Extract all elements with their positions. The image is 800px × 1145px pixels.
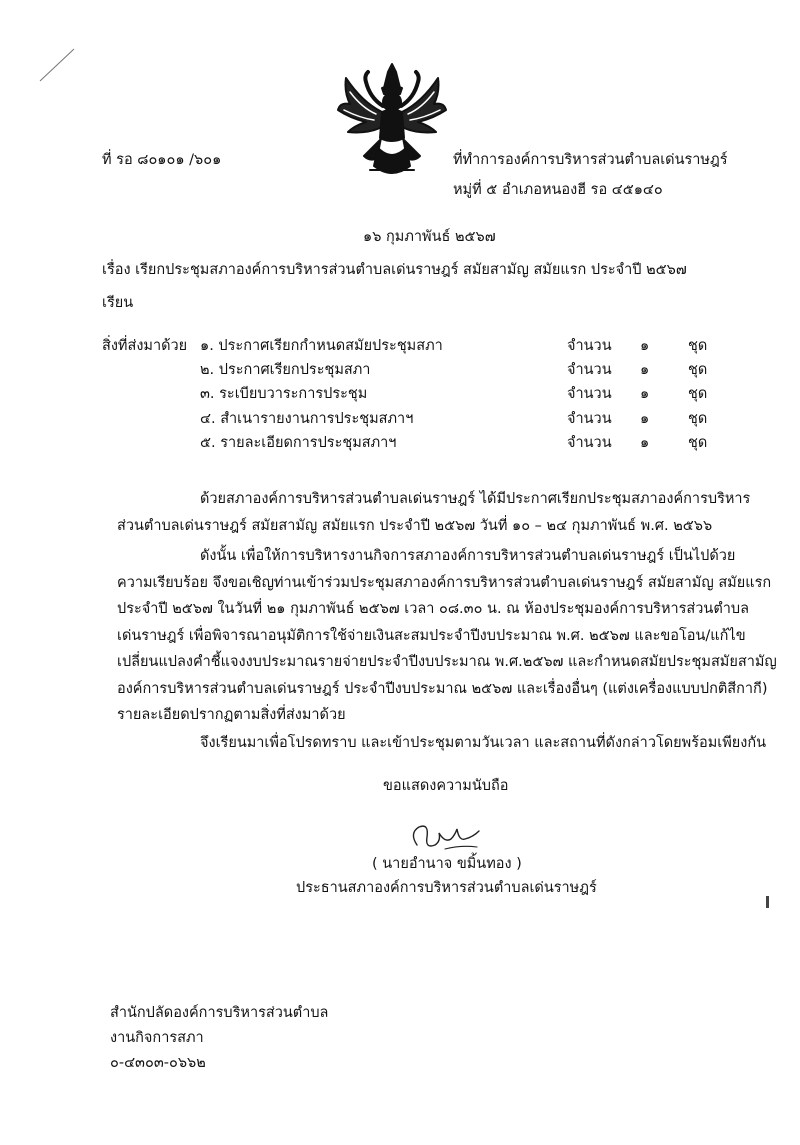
enclosure-unit: ชุด xyxy=(688,411,708,427)
garuda-emblem-icon xyxy=(336,62,448,180)
letter-subject: เรื่อง เรียกประชุมสภาองค์การบริหารส่วนตำบลเด่นราษฎร์ สมัยสามัญ สมัยแรก ประจำปี ๒๕๖๗ xyxy=(102,262,687,278)
enclosure-unit: ชุด xyxy=(688,338,708,354)
paragraph-line: เด่นราษฎร์ เพื่อพิจารณาอนุมัติการใช้จ่ายเงินสะสมประจำปีงบประมาณ พ.ศ. ๒๕๖๗ และขอโอน/แก้ไข xyxy=(117,627,746,644)
closing-paragraph: จึงเรียนมาเพื่อโปรดทราบ และเข้าประชุมตามวันเวลา และสถานที่ดังกล่าวโดยพร้อมเพียงกัน xyxy=(200,735,767,751)
enclosure-item: ๓. ระเบียบวาระการประชุม xyxy=(200,386,368,402)
office-address: หมู่ที่ ๕ อำเภอหนองฮี รอ ๔๕๑๔๐ xyxy=(453,182,663,198)
enclosure-qty-label: จำนวน xyxy=(567,338,612,354)
office-name: ที่ทำการองค์การบริหารส่วนตำบลเด่นราษฎร์ xyxy=(453,152,728,168)
enclosure-qty: ๑ xyxy=(640,338,650,354)
paragraph-line: ประจำปี ๒๕๖๗ ในวันที่ ๒๑ กุมภาพันธ์ ๒๕๖๗ เวลา ๐๘.๓๐ น. ณ ห้องประชุมองค์การบริหารส่วนตำบล xyxy=(117,601,749,617)
enclosure-qty-label: จำนวน xyxy=(567,411,612,427)
scan-scratch-mark xyxy=(38,45,78,85)
enclosure-unit: ชุด xyxy=(688,362,708,378)
enclosure-qty: ๑ xyxy=(640,411,650,427)
enclosure-item: ๒. ประกาศเรียกประชุมสภา xyxy=(200,362,371,378)
footer-office: สำนักปลัดองค์การบริหารส่วนตำบล xyxy=(110,1005,329,1021)
enclosure-qty: ๑ xyxy=(640,435,650,451)
paragraph-line: เปลี่ยนแปลงคำชี้แจงงบประมาณรายจ่ายประจำปีงบประมาณ พ.ศ.๒๕๖๗ และกำหนดสมัยประชุมสมัยสามัญ xyxy=(117,654,777,670)
enclosure-qty: ๑ xyxy=(640,386,650,402)
enclosure-unit: ชุด xyxy=(688,386,708,402)
enclosure-item: ๔. สำเนารายงานการประชุมสภาฯ xyxy=(200,411,414,427)
body-paragraph-1 xyxy=(117,486,751,539)
paragraph-line: ส่วนตำบลเด่นราษฎร์ สมัยสามัญ สมัยแรก ประจำปี ๒๕๖๗ วันที่ ๑๐ – ๒๔ กุมภาพันธ์ พ.ศ. ๒๕๖๖ xyxy=(117,517,713,534)
paragraph-line: รายละเอียดปรากฏตามสิ่งที่ส่งมาด้วย xyxy=(117,707,346,723)
footer-phone: ๐-๔๓๐๓-๐๖๖๒ xyxy=(110,1055,206,1071)
enclosure-item: ๑. ประกาศเรียกกำหนดสมัยประชุมสภา xyxy=(200,338,443,354)
paragraph-line: ด้วยสภาองค์การบริหารส่วนตำบลเด่นราษฎร์ ได้มีประกาศเรียกประชุมสภาองค์การบริหาร xyxy=(200,491,751,507)
footer-unit: งานกิจการสภา xyxy=(110,1030,204,1046)
signer-title: ประธานสภาองค์การบริหารส่วนตำบลเด่นราษฎร์ xyxy=(296,880,597,896)
letter-date: ๑๖ กุมภาพันธ์ ๒๕๖๗ xyxy=(363,229,496,245)
enclosure-qty-label: จำนวน xyxy=(567,386,612,402)
enclosure-qty-label: จำนวน xyxy=(567,435,612,451)
letter-closing: ขอแสดงความนับถือ xyxy=(383,778,509,794)
signer-name: ( นายอำนาจ ขมิ้นทอง ) xyxy=(372,856,522,872)
enclosure-unit: ชุด xyxy=(688,435,708,451)
body-paragraph-2 xyxy=(117,543,777,729)
enclosure-qty: ๑ xyxy=(640,362,650,378)
paragraph-line: ความเรียบร้อย จึงขอเชิญท่านเข้าร่วมประชุมสภาองค์การบริหารส่วนตำบลเด่นราษฎร์ สมัยสามัญ สมัยแรก xyxy=(117,574,772,591)
enclosure-item: ๕. รายละเอียดการประชุมสภาฯ xyxy=(200,435,397,451)
letter-recipient: เรียน xyxy=(102,295,134,311)
scan-speck xyxy=(766,896,769,908)
paragraph-line: ดังนั้น เพื่อให้การบริหารงานกิจการสภาองค์การบริหารส่วนตำบลเด่นราษฎร์ เป็นไปด้วย xyxy=(200,548,736,564)
enclosure-qty-label: จำนวน xyxy=(567,362,612,378)
paragraph-line: องค์การบริหารส่วนตำบลเด่นราษฎร์ ประจำปีงบประมาณ ๒๕๖๗ และเรื่องอื่นๆ (แต่งเครื่องแบบปกติสีกากี) xyxy=(117,680,768,697)
enclosures-label: สิ่งที่ส่งมาด้วย xyxy=(102,338,188,354)
document-reference-number: ที่ รอ ๘๐๑๐๑ /๖๐๑ xyxy=(102,152,222,168)
